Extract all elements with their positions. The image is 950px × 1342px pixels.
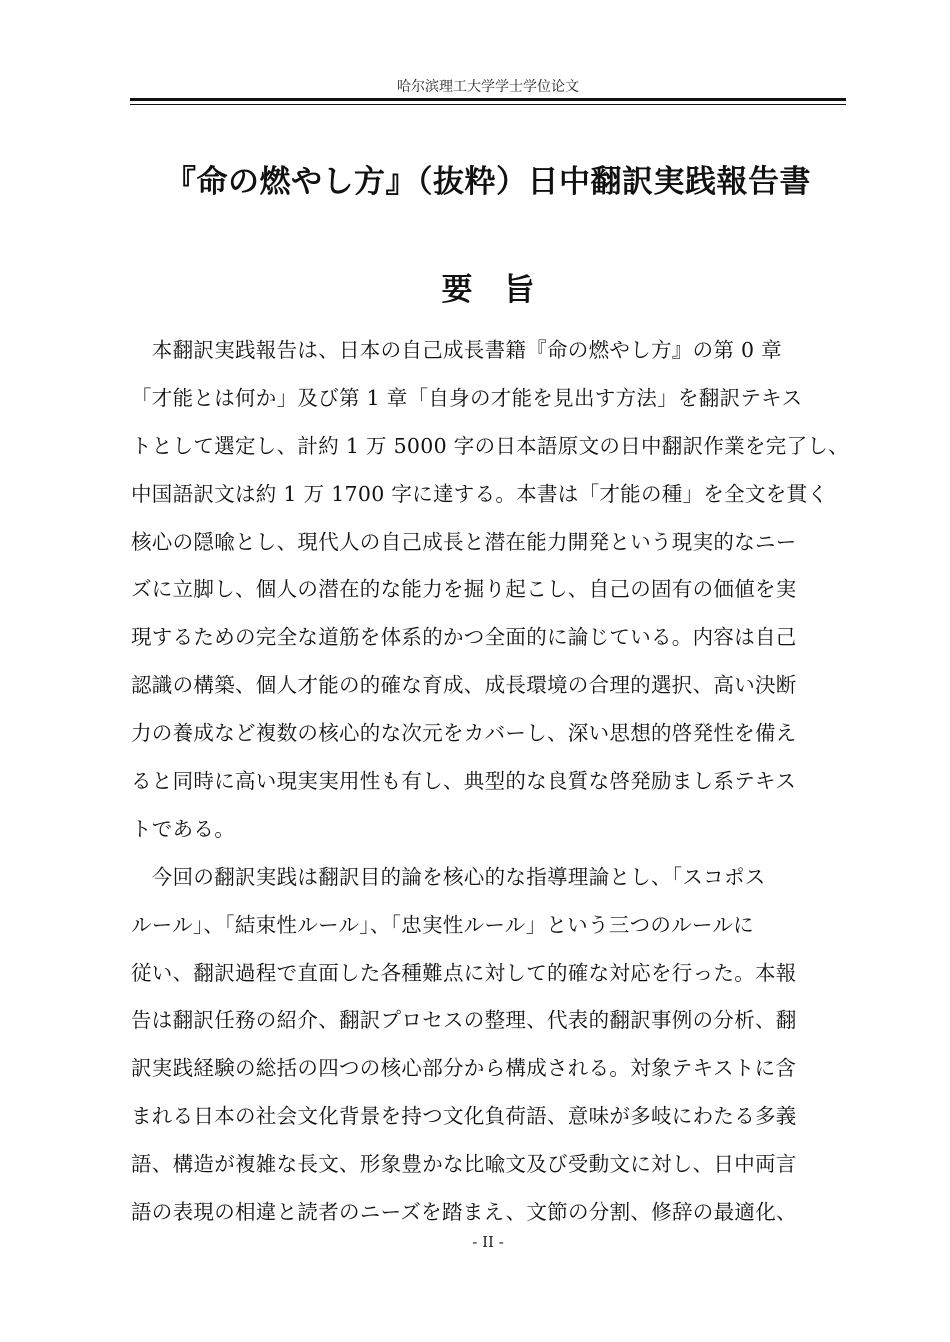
- body-line: 語、構造が複雑な長文、形象豊かな比喩文及び受動文に対し、日中両言: [131, 1152, 797, 1177]
- header-rule-thick: [130, 98, 846, 101]
- body-line: 現するための完全な道筋を体系的かつ全面的に論じている。内容は自己: [131, 625, 797, 650]
- header-rule-thin: [130, 104, 846, 105]
- body-line: ると同時に高い現実実用性も有し、典型的な良質な啓発励まし系テキス: [131, 769, 797, 794]
- body-line: 語の表現の相違と読者のニーズを踏まえ、文節の分割、修辞の最適化、: [131, 1200, 797, 1225]
- body-line: まれる日本の社会文化背景を持つ文化負荷語、意味が多岐にわたる多義: [131, 1104, 797, 1129]
- running-header: 哈尔滨理工大学学士学位论文: [397, 79, 579, 95]
- body-line: ルール」、「結束性ルール」、「忠実性ルール」という三つのルールに: [131, 912, 754, 937]
- body-line: 力の養成など複数の核心的な次元をカバーし、深い思想的啓発性を備え: [131, 721, 797, 746]
- abstract-heading: 要 旨: [441, 272, 535, 308]
- document-title: 『命の燃やし方』（抜粋）日中翻訳実践報告書: [165, 164, 811, 200]
- body-line: 核心の隠喩とし、現代人の自己成長と潜在能力開発という現実的なニー: [131, 529, 797, 554]
- abstract-body: [131, 327, 847, 1237]
- body-line: 中国語訳文は約 1 万 1700 字に達する。本書は「才能の種」を全文を貫く: [131, 481, 829, 506]
- body-line: 今回の翻訳実践は翻訳目的論を核心的な指導理論とし、「スコポス: [131, 864, 766, 889]
- body-line: 従い、翻訳過程で直面した各種難点に対して的確な対応を行った。本報: [131, 960, 797, 985]
- body-line: トである。: [131, 816, 235, 841]
- body-line: 告は翻訳任務の紹介、翻訳プロセスの整理、代表的翻訳事例の分析、翻: [131, 1008, 797, 1033]
- body-line: トとして選定し、計約 1 万 5000 字の日本語原文の日中翻訳作業を完了し、: [131, 433, 849, 458]
- body-line: 本翻訳実践報告は、日本の自己成長書籍『命の燃やし方』の第 0 章: [131, 338, 782, 362]
- body-line: 「才能とは何か」及び第 1 章「自身の才能を見出す方法」を翻訳テキス: [131, 385, 803, 410]
- body-line: ズに立脚し、個人の潜在的な能力を掘り起こし、自己の固有の価値を実: [131, 577, 797, 602]
- body-line: 認識の構築、個人才能の的確な育成、成長環境の合理的選択、高い決断: [131, 673, 797, 698]
- body-line: 訳実践経験の総括の四つの核心部分から構成される。対象テキストに含: [131, 1056, 797, 1081]
- page-number: - II -: [472, 1233, 504, 1251]
